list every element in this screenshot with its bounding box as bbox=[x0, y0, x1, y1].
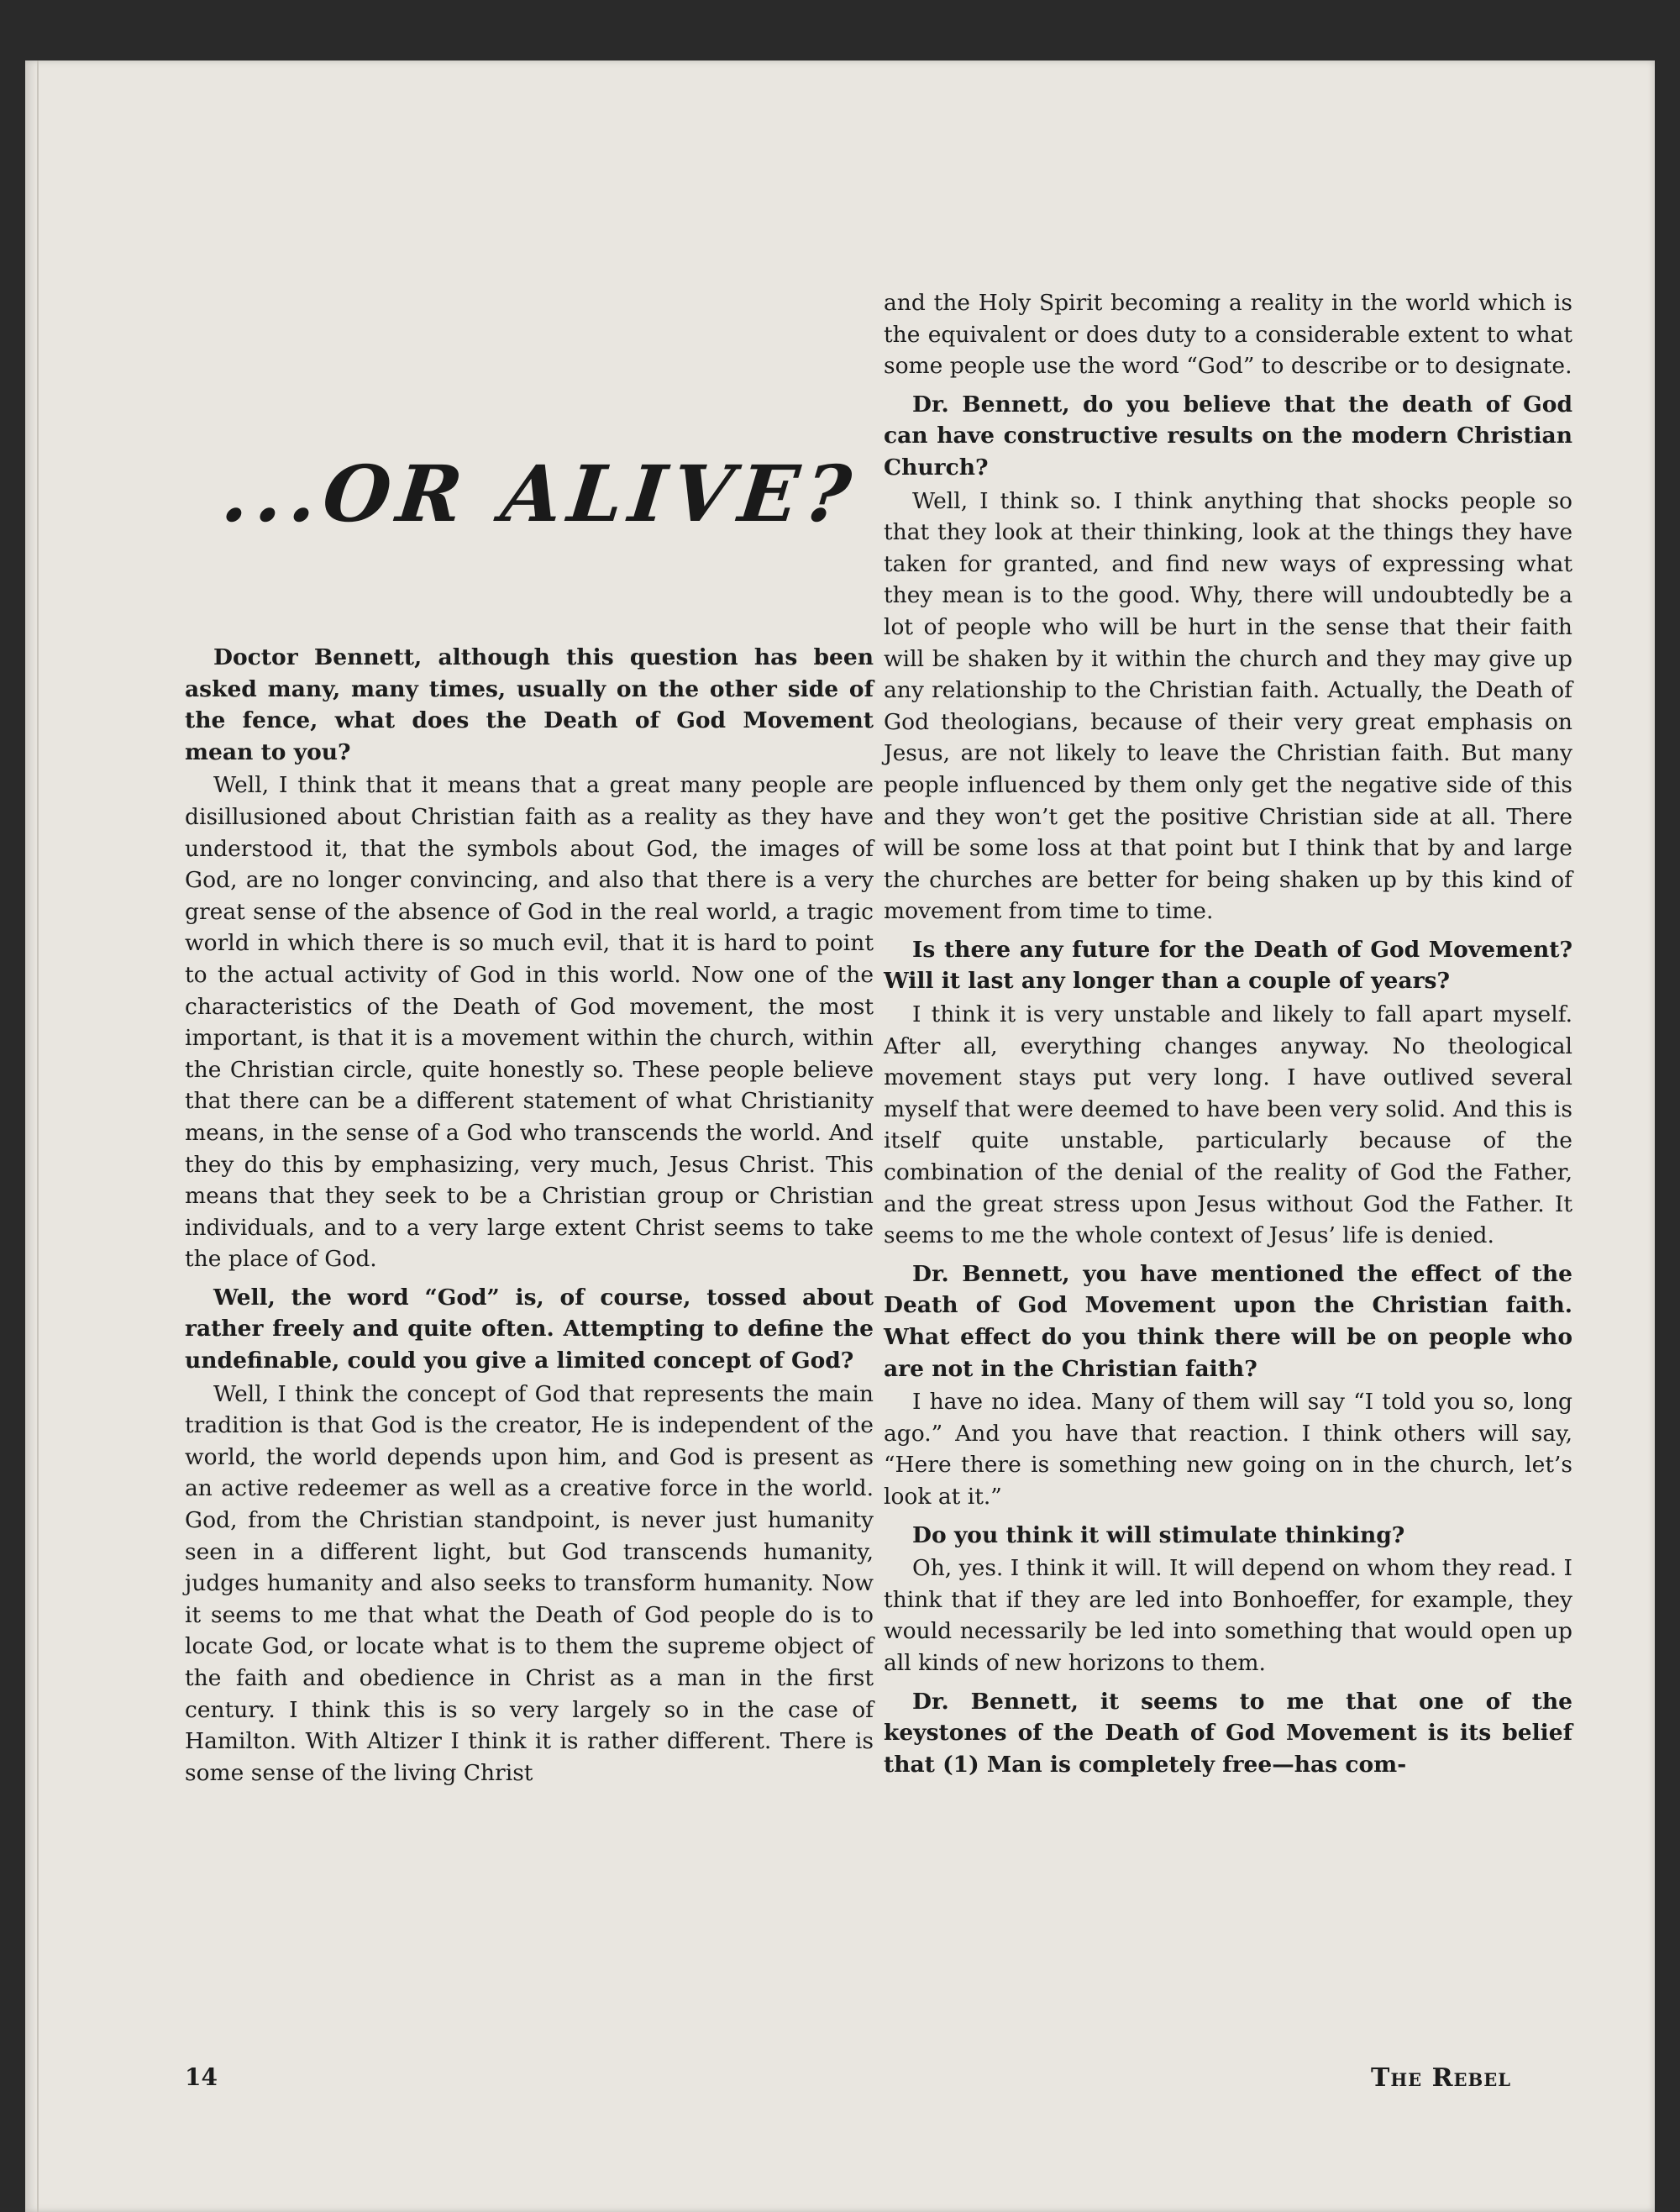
left-column bbox=[185, 642, 874, 1789]
question-paragraph: Dr. Bennett, do you believe that the death of God can have constructive results on the modern Christian Church? bbox=[884, 391, 1572, 481]
answer-paragraph: Well, I think so. I think anything that shocks people so that they look at their thinking, look at the things they have taken for granted, and find new ways of expressing what they mean is to the good. Why, there will undoubtedly be a lot of people who will be hurt in the sense that their faith will be shaken by it within the church and they may give up any relationship to the Christian faith. Actually, the Death of God theologians, because of their very great emphasis on Jesus, are not likely to leave the Christian faith. But many people influenced by them only get the negative side of this and they won’t get the positive Christian side at all. There will be some loss at that point but I think that by and large the churches are better for being shaken up by this kind of movement from time to time. bbox=[884, 487, 1572, 925]
question-paragraph: Dr. Bennett, you have mentioned the effect of the Death of God Movement upon the Christian faith. What effect do you think there will be on people who are not in the Christian faith? bbox=[884, 1260, 1572, 1382]
question-paragraph: Is there any future for the Death of God Movement? Will it last any longer than a couple of years? bbox=[884, 936, 1572, 995]
answer-paragraph: Oh, yes. I think it will. It will depend on whom they read. I think that if they are led into Bonhoeffer, for example, they would necessarily be led into something that would open up all kinds of new horizons to them. bbox=[884, 1555, 1572, 1676]
answer-paragraph: I think it is very unstable and likely to fall apart myself. After all, everything changes anyway. No theological movement stays put very long. I have outlived several myself that were deemed to have been very solid. And this is itself quite unstable, particularly because of the combination of the denial of the reality of God the Father, and the great stress upon Jesus without God the Father. It seems to me the whole context of Jesus’ life is denied. bbox=[884, 1001, 1572, 1249]
answer-paragraph: and the Holy Spirit becoming a reality in the world which is the equivalent or does duty to a considerable extent to what some people use the word “God” to describe or to designate. bbox=[884, 290, 1572, 380]
page-number: 14 bbox=[185, 2063, 218, 2091]
answer-paragraph: Well, I think that it means that a great many people are disillusioned about Christian faith as a reality as they have understood it, that the symbols about God, the images of God, are no longer convincing, and also that there is a very great sense of the absence of God in the real world, a tragic world in which there is so much evil, that it is hard to point to the actual activity of God in this world. Now one of the characteristics of the Death of God movement, the most important, is that it is a movement within the church, within the Christian circle, quite honestly so. These people believe that there can be a different statement of what Christianity means, in the sense of a God who transcends the world. And they do this by emphasizing, very much, Jesus Christ. This means that they seek to be a Christian group or Christian individuals, and to a very large extent Christ seems to take the place of God. bbox=[185, 772, 874, 1273]
question-paragraph: Do you think it will stimulate thinking? bbox=[912, 1521, 1405, 1548]
answer-paragraph: Well, I think the concept of God that represents the main tradition is that God is the creator, He is independent of the world, the world depends upon him, and God is present as an active redeemer as well as a creative force in the world. God, from the Christian standpoint, is never just humanity seen in a different light, but God transcends humanity, judges humanity and also seeks to transform humanity. Now it seems to me that what the Death of God people do is to locate God, or locate what is to them the supreme object of the faith and obedience in Christ as a man in the first century. I think this is so very largely so in the case of Hamilton. With Altizer I think it is rather different. There is some sense of the living Christ bbox=[185, 1380, 874, 1786]
article-title: ...OR ALIVE? bbox=[218, 449, 862, 539]
binding-edge bbox=[37, 60, 39, 2212]
magazine-page bbox=[25, 60, 1655, 2212]
right-column bbox=[884, 287, 1572, 1782]
publication-name: The Rebel bbox=[1371, 2063, 1512, 2093]
question-paragraph: Doctor Bennett, although this question has been asked many, many times, usually on the other side of the fence, what does the Death of God Movement mean to you? bbox=[185, 644, 874, 765]
answer-paragraph: I have no idea. Many of them will say “I told you so, long ago.” And you have that reaction. I think others will say, “Here there is something new going on in the church, let’s look at it.” bbox=[884, 1389, 1572, 1510]
question-paragraph: Well, the word “God” is, of course, tossed about rather freely and quite often. Attempting to define the undefinable, could you give a limited concept of God? bbox=[185, 1284, 874, 1374]
question-paragraph: Dr. Bennett, it seems to me that one of the keystones of the Death of God Movement is its belief that (1) Man is completely free—has com- bbox=[884, 1688, 1572, 1778]
